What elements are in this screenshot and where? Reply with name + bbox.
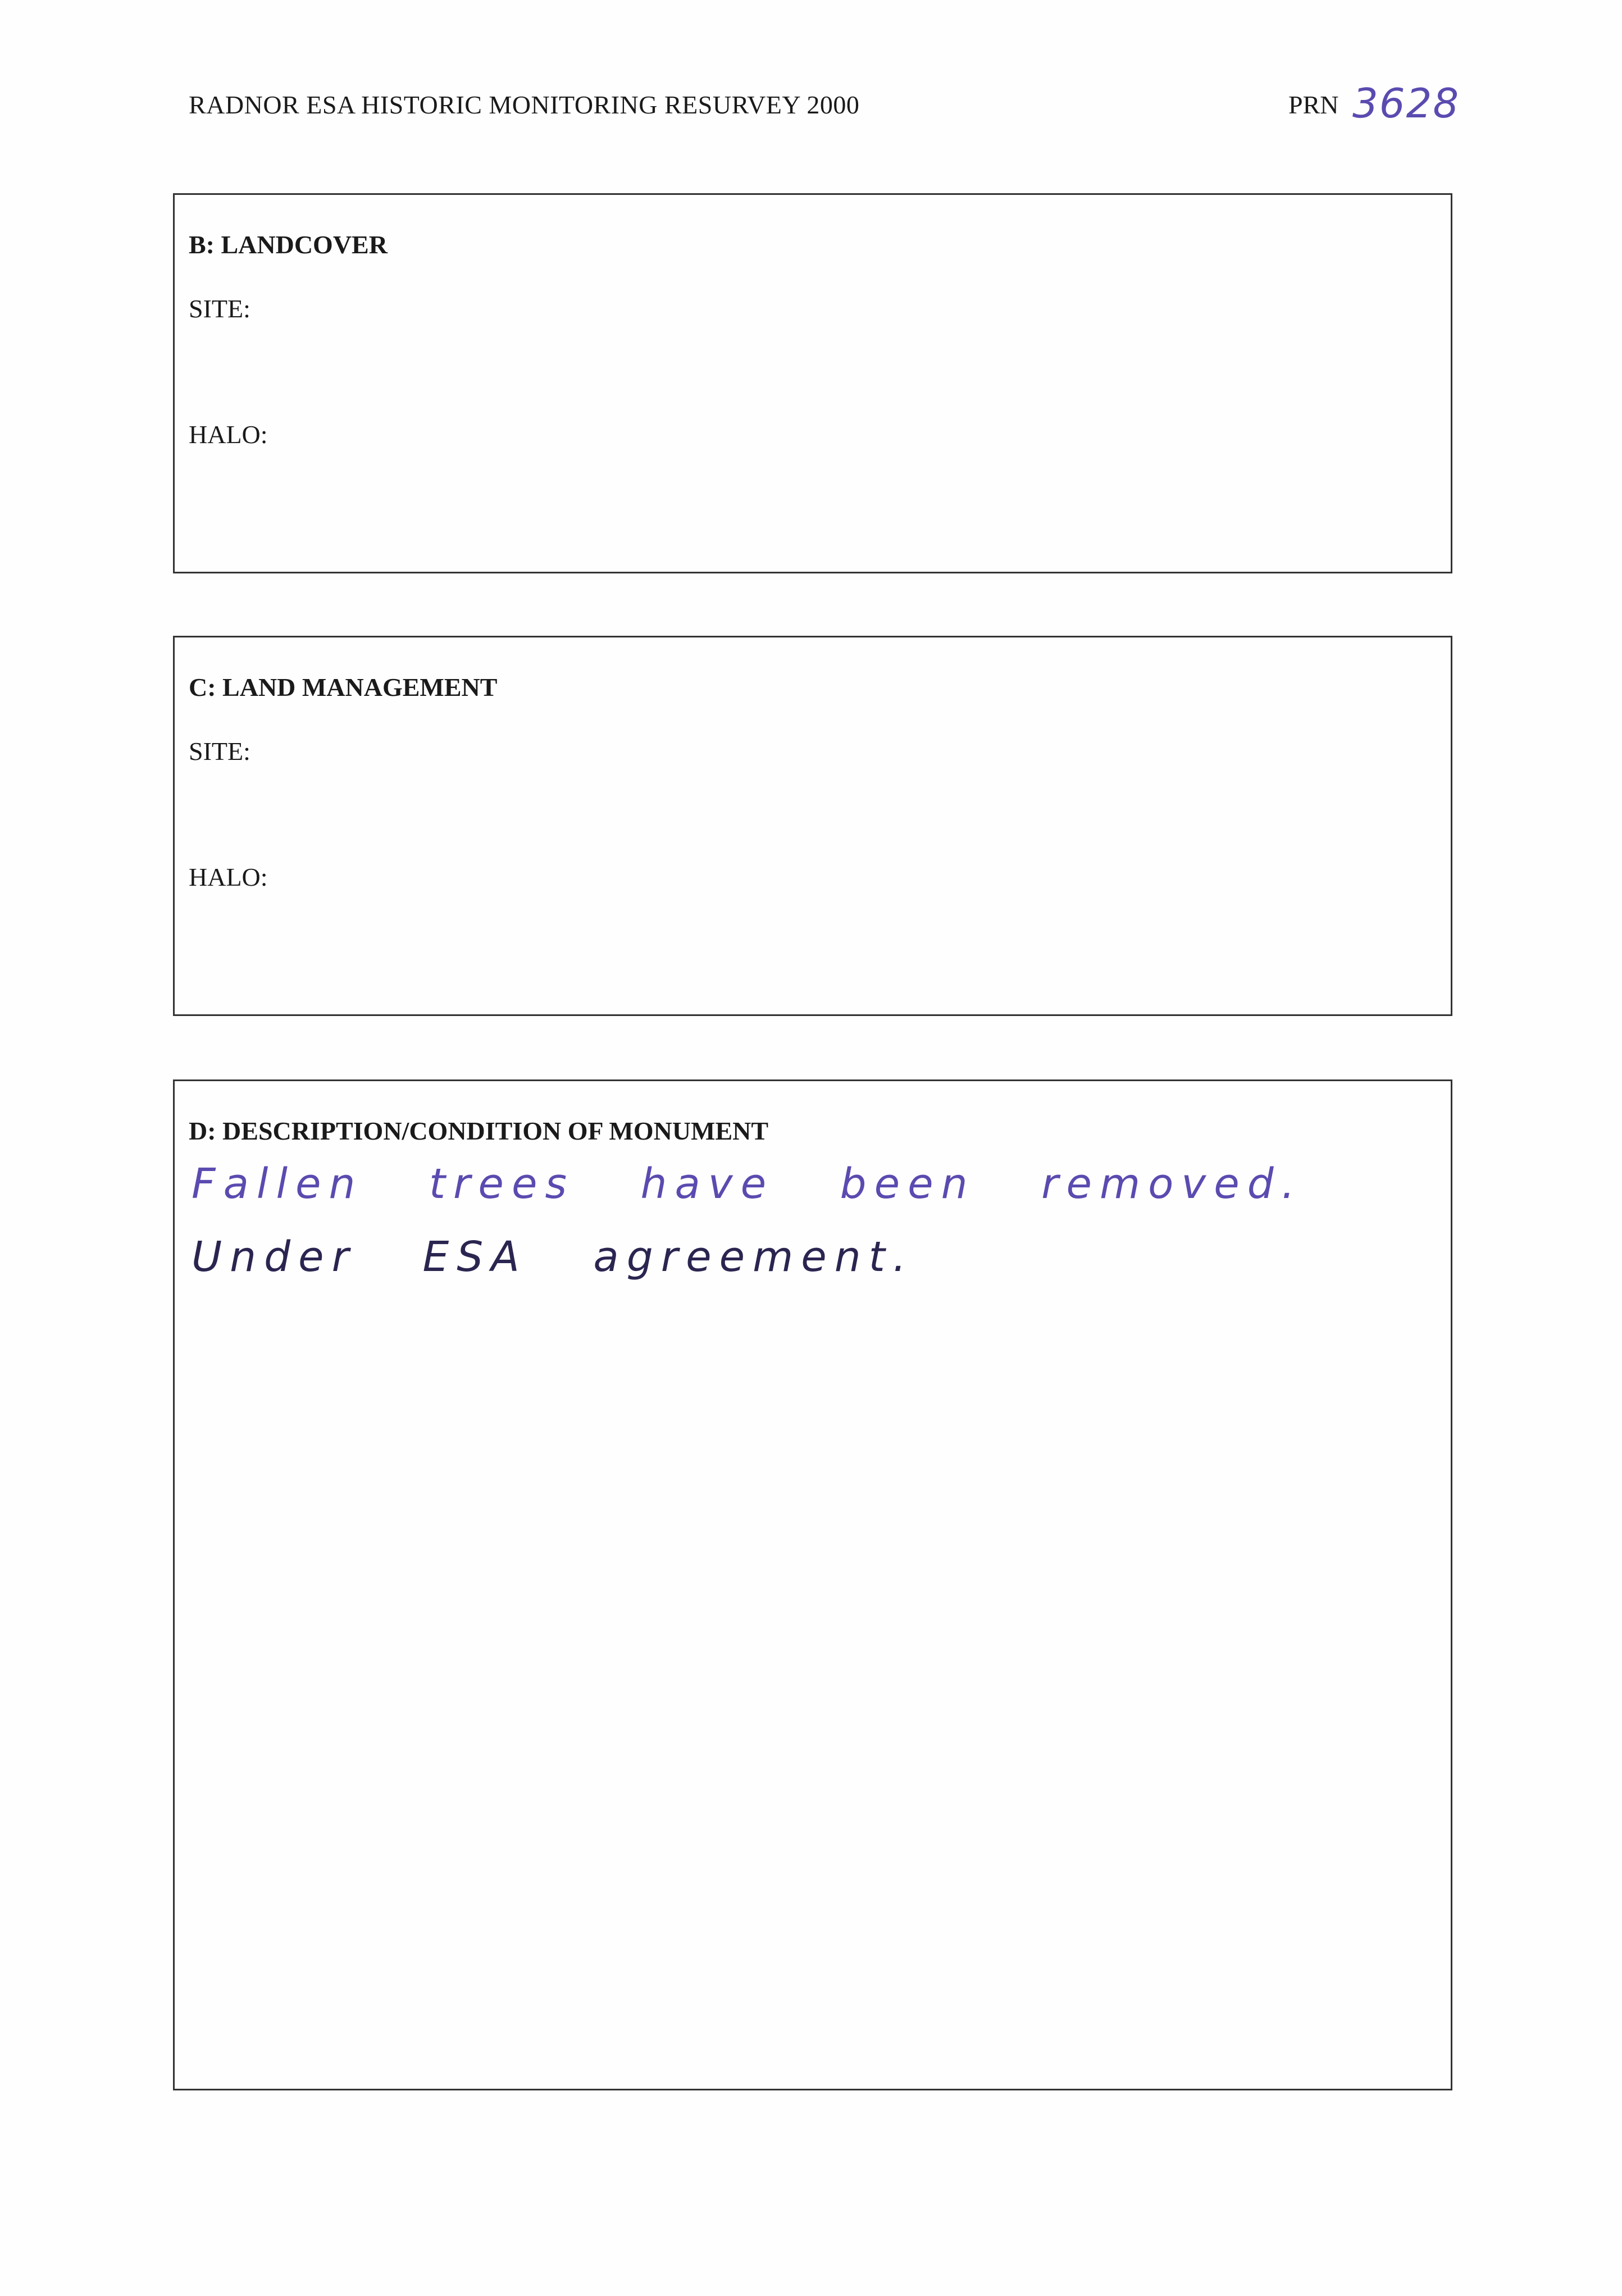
landcover-halo-label: HALO: xyxy=(189,420,268,449)
description-section xyxy=(173,1079,1452,2090)
handwritten-note-line-1: Fallen trees have been removed. xyxy=(192,1160,1303,1208)
handwritten-note-line-2: Under ESA agreement. xyxy=(192,1233,914,1281)
land-management-site-label: SITE: xyxy=(189,737,250,766)
prn-label: PRN xyxy=(1288,90,1339,119)
land-management-section xyxy=(173,636,1452,1016)
form-header-title: RADNOR ESA HISTORIC MONITORING RESURVEY 2000 xyxy=(189,90,860,119)
landcover-section-title: B: LANDCOVER xyxy=(189,230,388,259)
land-management-section-title: C: LAND MANAGEMENT xyxy=(189,673,498,701)
description-section-title: D: DESCRIPTION/CONDITION OF MONUMENT xyxy=(189,1117,769,1145)
land-management-halo-label: HALO: xyxy=(189,863,268,891)
prn-handwritten-value: 3628 xyxy=(1352,80,1460,127)
landcover-site-label: SITE: xyxy=(189,294,250,323)
landcover-section xyxy=(173,193,1452,573)
